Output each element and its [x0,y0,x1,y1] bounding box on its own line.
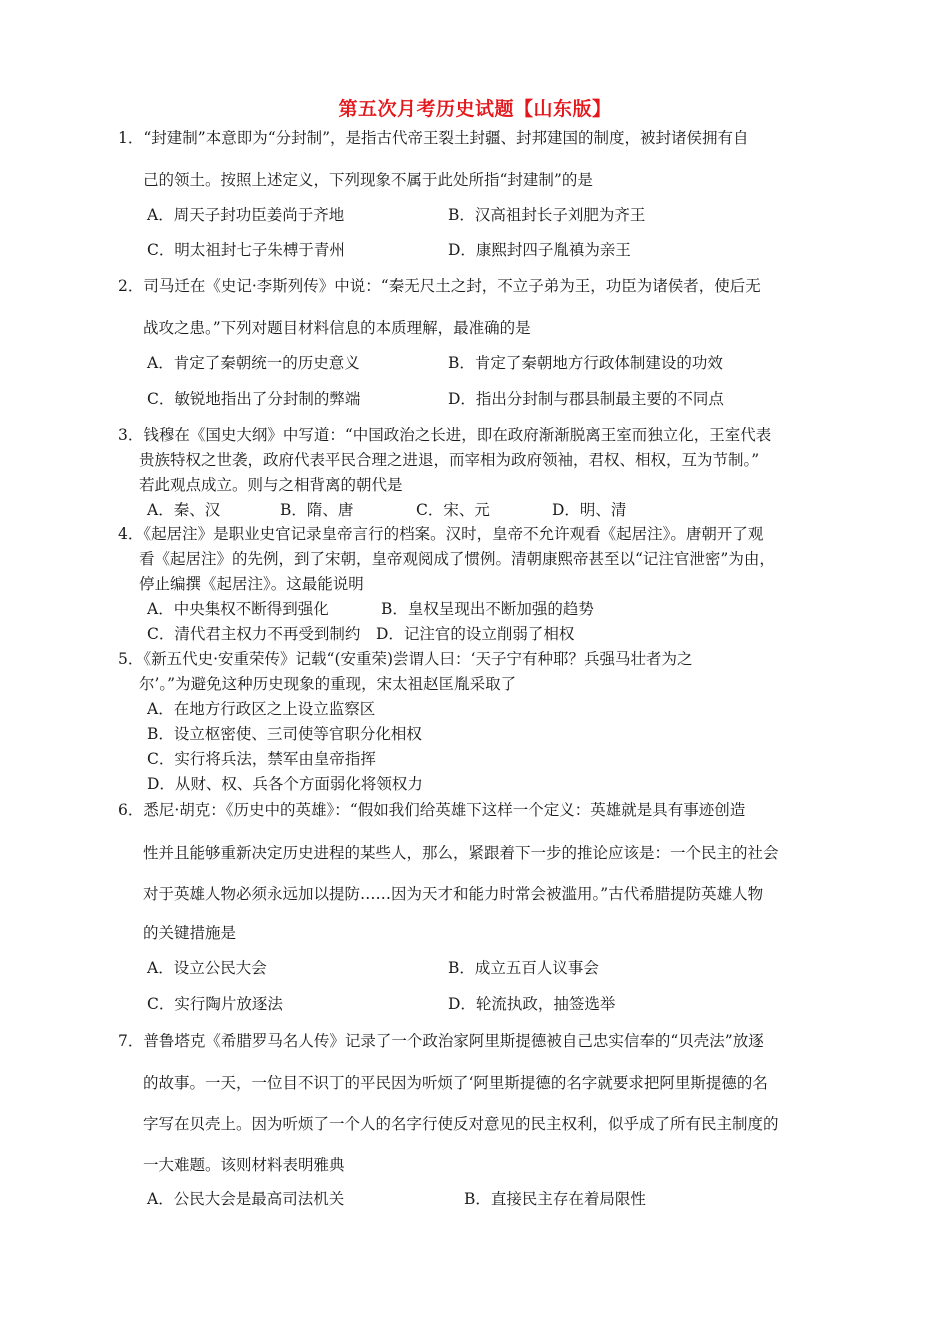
question-1-option-c: C．明太祖封七子朱榑于青州 [147,241,345,259]
question-6-option-b: B．成立五百人议事会 [448,959,599,977]
question-4-option-b: B．皇权呈现出不断加强的趋势 [381,600,594,618]
question-7-option-a: A．公民大会是最高司法机关 [147,1190,345,1208]
question-4-line-1: 4．《起居注》是职业史官记录皇帝言行的档案。汉时，皇帝不允许观看《起居注》。唐朝开了观 [118,525,764,543]
page-title: 第五次月考历史试题【山东版】 [338,98,612,120]
question-5-option-a: A．在地方行政区之上设立监察区 [147,700,376,718]
question-2-option-b: B．肯定了秦朝地方行政体制建设的功效 [448,354,723,372]
question-3-option-c: C．宋、元 [416,501,490,519]
question-6-line-2: 性并且能够重新决定历史进程的某些人，那么，紧跟着下一步的推论应该是：一个民主的社会 [143,844,779,862]
question-7-line-3: 字写在贝壳上。因为听烦了一个人的名字行使反对意见的民主权利，似乎成了所有民主制度的 [143,1115,779,1133]
question-1-line-2: 己的领土。按照上述定义，下列现象不属于此处所指“封建制”的是 [143,171,593,189]
question-3-option-d: D．明、清 [552,501,627,519]
question-4-line-3: 停止编撰《起居注》。这最能说明 [139,575,364,593]
question-2-line-2: 战攻之患。”下列对题目材料信息的本质理解，最准确的是 [143,319,531,337]
question-2-option-a: A．肯定了秦朝统一的历史意义 [147,354,360,372]
question-6-option-d: D．轮流执政，抽签选举 [448,995,616,1013]
question-1-option-a: A．周天子封功臣姜尚于齐地 [147,206,345,224]
question-5-line-2: 尔’。”为避免这种历史现象的重现，宋太祖赵匡胤采取了 [139,675,517,693]
question-3-option-b: B．隋、唐 [280,501,354,519]
question-3-line-3: 若此观点成立。则与之相背离的朝代是 [139,476,403,494]
question-3-line-2: 贵族特权之世袭，政府代表平民合理之进退，而宰相为政府领袖，君权、相权，互为节制。” [139,451,760,469]
question-1-option-d: D．康熙封四子胤禛为亲王 [448,241,631,259]
question-6-line-4: 的关键措施是 [143,924,237,942]
question-1-line-1: 1．“封建制”本意即为“分封制”，是指古代帝王裂土封疆、封邦建国的制度，被封诸侯拥有自 [118,129,749,147]
question-2-option-d: D．指出分封制与郡县制最主要的不同点 [448,390,724,408]
question-2-line-1: 2．司马迁在《史记·李斯列传》中说：“秦无尺土之封，不立子弟为王，功臣为诸侯者，使后无 [118,277,761,295]
question-4-line-2: 看《起居注》的先例，到了宋朝，皇帝观阅成了惯例。清朝康熙帝甚至以“记注官泄密”为由， [139,550,775,568]
question-5-option-b: B．设立枢密使、三司使等官职分化相权 [147,725,422,743]
question-4-option-d: D．记注官的设立削弱了相权 [376,625,575,643]
question-2-option-c: C．敏锐地指出了分封制的弊端 [147,390,361,408]
question-3-option-a: A．秦、汉 [147,501,221,519]
question-1-option-b: B．汉高祖封长子刘肥为齐王 [448,206,646,224]
question-6-line-1: 6．悉尼·胡克：《历史中的英雄》：“假如我们给英雄下这样一个定义：英雄就是具有事迹创造 [118,801,746,819]
question-4-option-a: A．中央集权不断得到强化 [147,600,329,618]
question-7-line-1: 7．普鲁塔克《希腊罗马名人传》记录了一个政治家阿里斯提德被自己忠实信奉的“贝壳法”放逐 [118,1032,764,1050]
question-7-line-4: 一大难题。该则材料表明雅典 [143,1156,345,1174]
question-7-option-b: B．直接民主存在着局限性 [464,1190,646,1208]
question-7-line-2: 的故事。一天，一位目不识丁的平民因为听烦了‘阿里斯提德的名字就要求把阿里斯提德的名 [143,1074,768,1092]
question-5-option-c: C．实行将兵法，禁军由皇帝指挥 [147,750,376,768]
question-5-option-d: D．从财、权、兵各个方面弱化将领权力 [147,775,423,793]
question-3-line-1: 3．钱穆在《国史大纲》中写道：“中国政治之长进，即在政府渐渐脱离王室而独立化，王室代表 [118,426,772,444]
question-4-option-c: C．清代君主权力不再受到制约 [147,625,361,643]
question-6-line-3: 对于英雄人物必须永远加以提防……因为天才和能力时常会被滥用。”古代希腊提防英雄人物 [143,885,764,903]
question-6-option-a: A．设立公民大会 [147,959,267,977]
question-5-line-1: 5．《新五代史·安重荣传》记载“(安重荣)尝谓人曰：‘天子宁有种耶？兵强马壮者为之 [118,650,693,668]
question-6-option-c: C．实行陶片放逐法 [147,995,283,1013]
